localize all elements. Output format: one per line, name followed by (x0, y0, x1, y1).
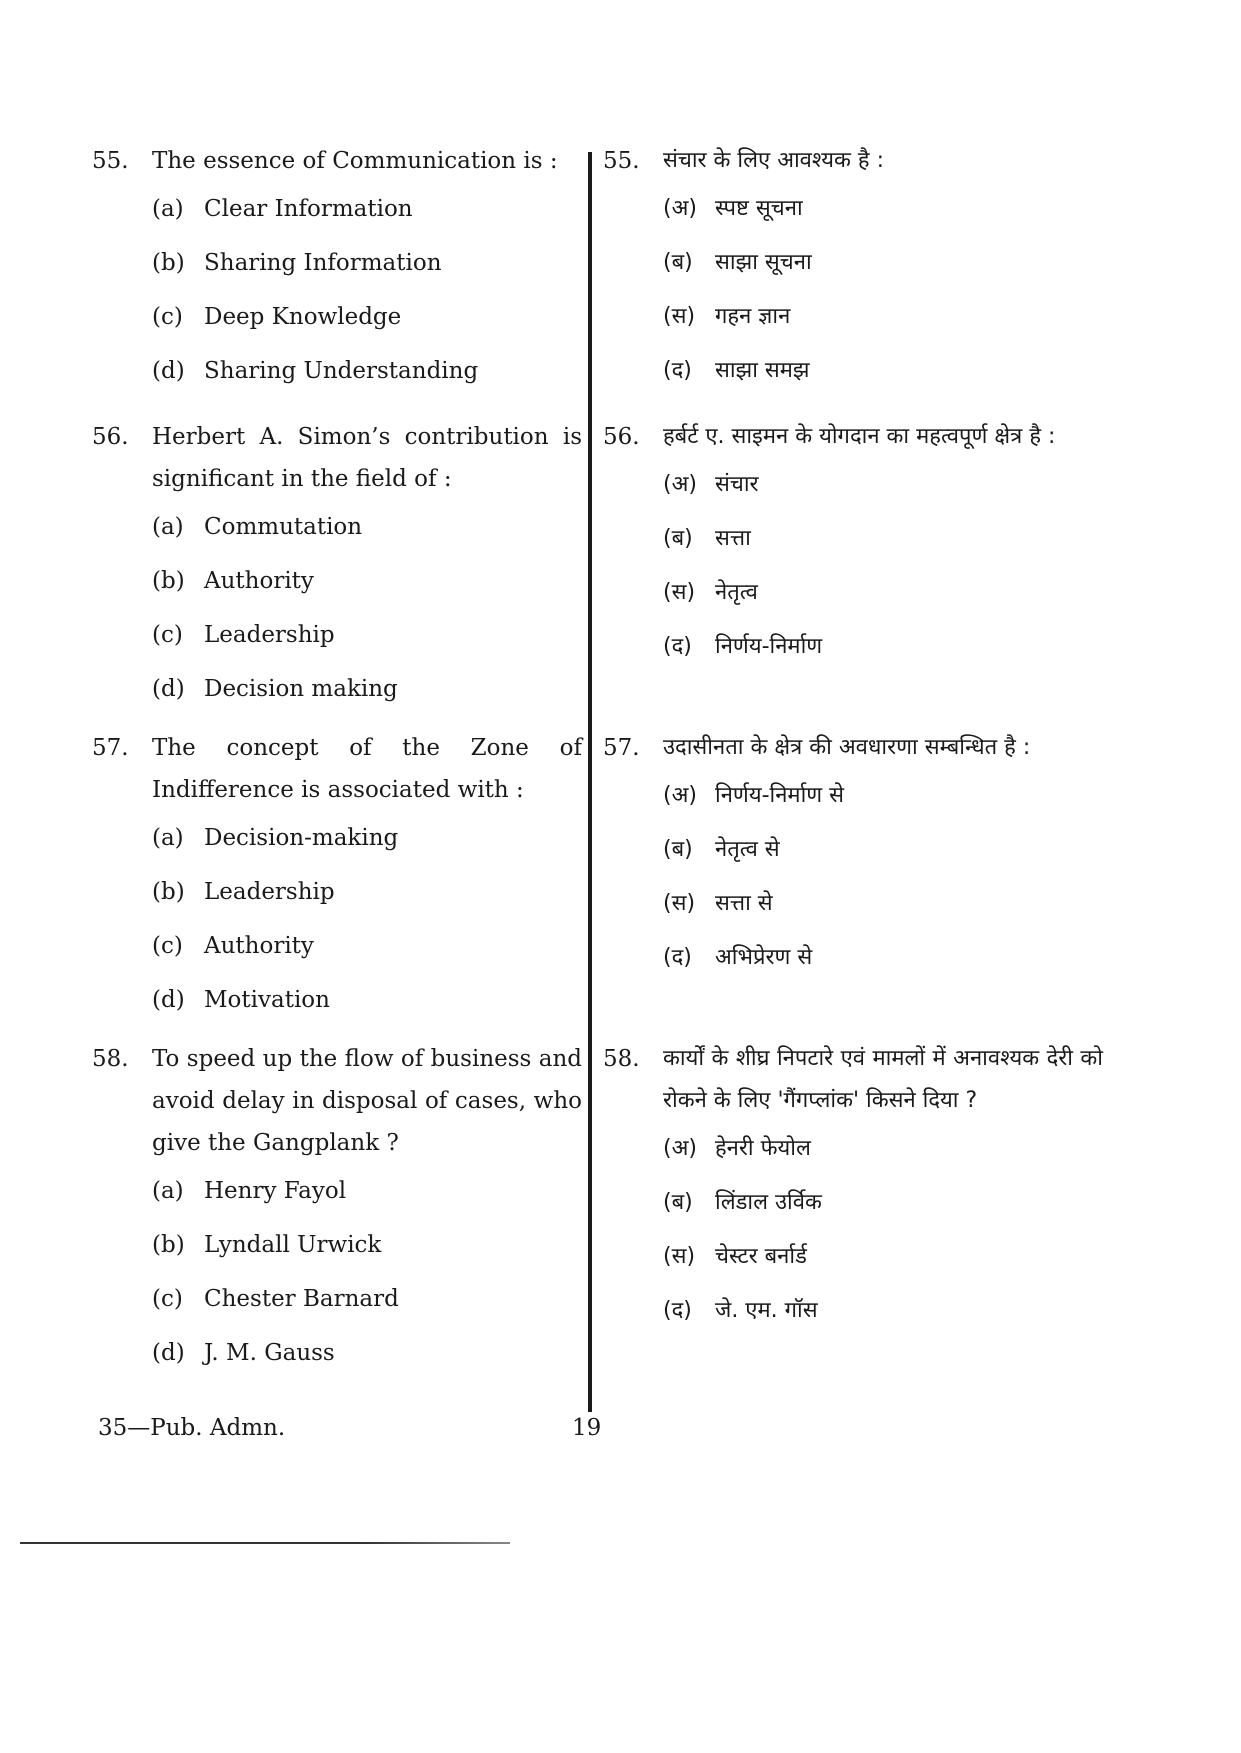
option (663, 1230, 1103, 1284)
option-label: (a) (152, 196, 184, 222)
option-label: (d) (152, 1340, 185, 1366)
option-label: (b) (152, 250, 185, 276)
option (663, 877, 1103, 931)
option-label: (द) (663, 1298, 692, 1323)
option (663, 769, 1103, 823)
option-label: (स) (663, 304, 696, 329)
option-text: साझा सूचना (715, 250, 812, 275)
option-label: (b) (152, 1232, 185, 1258)
question-number: 58. (603, 1046, 640, 1072)
option-text: Decision-making (204, 825, 399, 851)
option-label: (स) (663, 1244, 696, 1269)
option-text: स्पष्ट सूचना (715, 196, 803, 221)
option-label: (c) (152, 622, 183, 648)
option-label: (ब) (663, 1190, 693, 1215)
option (152, 344, 582, 398)
option (152, 236, 582, 290)
option-text: अभिप्रेरण से (715, 945, 813, 970)
question-58-en (92, 1038, 582, 1380)
option-text: Sharing Understanding (204, 358, 479, 384)
option (663, 458, 1103, 512)
hindi-column (603, 140, 1103, 1344)
option-text: Sharing Information (204, 250, 442, 276)
option (663, 236, 1103, 290)
option-label: (द) (663, 945, 692, 970)
option-text: Authority (204, 933, 314, 959)
option-label: (स) (663, 891, 696, 916)
option-label: (ब) (663, 250, 693, 275)
option-text: जे. एम. गॉस (715, 1298, 818, 1323)
option (663, 290, 1103, 344)
option-text: लिंडाल उर्विक (715, 1190, 822, 1215)
option-label: (a) (152, 825, 184, 851)
question-text: कार्यों के शीघ्र निपटारे एवं मामलों में अनावश्यक देरी को रोकने के लिए 'गैंगप्लांक' किसने दिया ? (663, 1046, 1103, 1113)
option-label: (अ) (663, 196, 697, 221)
paper-code: 35—Pub. Admn. (98, 1415, 286, 1441)
option-label: (a) (152, 1178, 184, 1204)
option (663, 1176, 1103, 1230)
option (663, 1284, 1103, 1338)
option-text: सत्ता से (715, 891, 773, 916)
option-label: (c) (152, 933, 183, 959)
option-label: (ब) (663, 526, 693, 551)
option (152, 662, 582, 716)
option (152, 608, 582, 662)
option-label: (b) (152, 568, 185, 594)
question-55-en (92, 140, 582, 410)
option-text: निर्णय-निर्माण से (715, 783, 845, 808)
option-label: (d) (152, 987, 185, 1013)
option-label: (अ) (663, 472, 697, 497)
question-text: Herbert A. Simon’s contribution is significant in the field of : (152, 424, 582, 492)
question-text: संचार के लिए आवश्यक है : (663, 148, 884, 173)
english-column (92, 140, 582, 1386)
question-56-hi (603, 416, 1103, 721)
option-text: Henry Fayol (204, 1178, 347, 1204)
question-57-hi (603, 727, 1103, 1032)
option-label: (अ) (663, 783, 697, 808)
option-text: Leadership (204, 879, 335, 905)
question-number: 55. (603, 148, 640, 174)
option-text: Motivation (204, 987, 330, 1013)
question-55-hi (603, 140, 1103, 410)
option-text: हेनरी फेयोल (715, 1136, 811, 1161)
option-text: Chester Barnard (204, 1286, 399, 1312)
option (152, 1326, 582, 1380)
option-label: (ब) (663, 837, 693, 862)
question-number: 57. (92, 735, 129, 761)
page-number: 19 (572, 1415, 602, 1441)
option-label: (c) (152, 304, 183, 330)
option-text: चेस्टर बर्नार्ड (715, 1244, 807, 1269)
option (152, 290, 582, 344)
option-text: Authority (204, 568, 314, 594)
option-text: Clear Information (204, 196, 413, 222)
question-57-en (92, 727, 582, 1032)
question-number: 57. (603, 735, 640, 761)
option (152, 182, 582, 236)
option-text: साझा समझ (715, 358, 810, 383)
option-label: (c) (152, 1286, 183, 1312)
option (152, 973, 582, 1027)
question-56-en (92, 416, 582, 721)
question-text: उदासीनता के क्षेत्र की अवधारणा सम्बन्धित है : (663, 735, 1031, 760)
option-text: Commutation (204, 514, 363, 540)
option (663, 512, 1103, 566)
question-text: The essence of Communication is : (152, 148, 558, 174)
option-label: (स) (663, 580, 696, 605)
option (152, 1218, 582, 1272)
option-label: (द) (663, 634, 692, 659)
option (152, 554, 582, 608)
option (663, 620, 1103, 674)
option-text: J. M. Gauss (204, 1340, 335, 1366)
question-number: 55. (92, 148, 129, 174)
option-text: नेतृत्व से (715, 837, 780, 862)
option-label: (a) (152, 514, 184, 540)
option (152, 865, 582, 919)
option (152, 811, 582, 865)
option-text: Decision making (204, 676, 398, 702)
option (663, 823, 1103, 877)
option-label: (d) (152, 676, 185, 702)
option-text: Lyndall Urwick (204, 1232, 382, 1258)
option-text: संचार (715, 472, 759, 497)
question-text: To speed up the flow of business and avoid delay in disposal of cases, who give the Gangplank ? (152, 1046, 582, 1156)
question-number: 58. (92, 1046, 129, 1072)
question-text: The concept of the Zone of Indifference is associated with : (152, 735, 582, 803)
option-text: Leadership (204, 622, 335, 648)
option-text: Deep Knowledge (204, 304, 402, 330)
option-text: नेतृत्व (715, 580, 758, 605)
option (152, 1272, 582, 1326)
option-label: (d) (152, 358, 185, 384)
option-label: (b) (152, 879, 185, 905)
option-text: गहन ज्ञान (715, 304, 791, 329)
option (663, 566, 1103, 620)
question-text: हर्बर्ट ए. साइमन के योगदान का महत्वपूर्ण क्षेत्र है : (663, 424, 1056, 449)
option (152, 500, 582, 554)
option (663, 182, 1103, 236)
question-number: 56. (92, 424, 129, 450)
option-text: सत्ता (715, 526, 751, 551)
option (152, 919, 582, 973)
option (663, 931, 1103, 985)
option (663, 344, 1103, 398)
scan-edge-line (20, 1542, 510, 1544)
question-58-hi (603, 1038, 1103, 1338)
option (663, 1122, 1103, 1176)
column-divider (588, 152, 592, 1412)
option-text: निर्णय-निर्माण (715, 634, 823, 659)
option (152, 1164, 582, 1218)
question-number: 56. (603, 424, 640, 450)
option-label: (अ) (663, 1136, 697, 1161)
option-label: (द) (663, 358, 692, 383)
